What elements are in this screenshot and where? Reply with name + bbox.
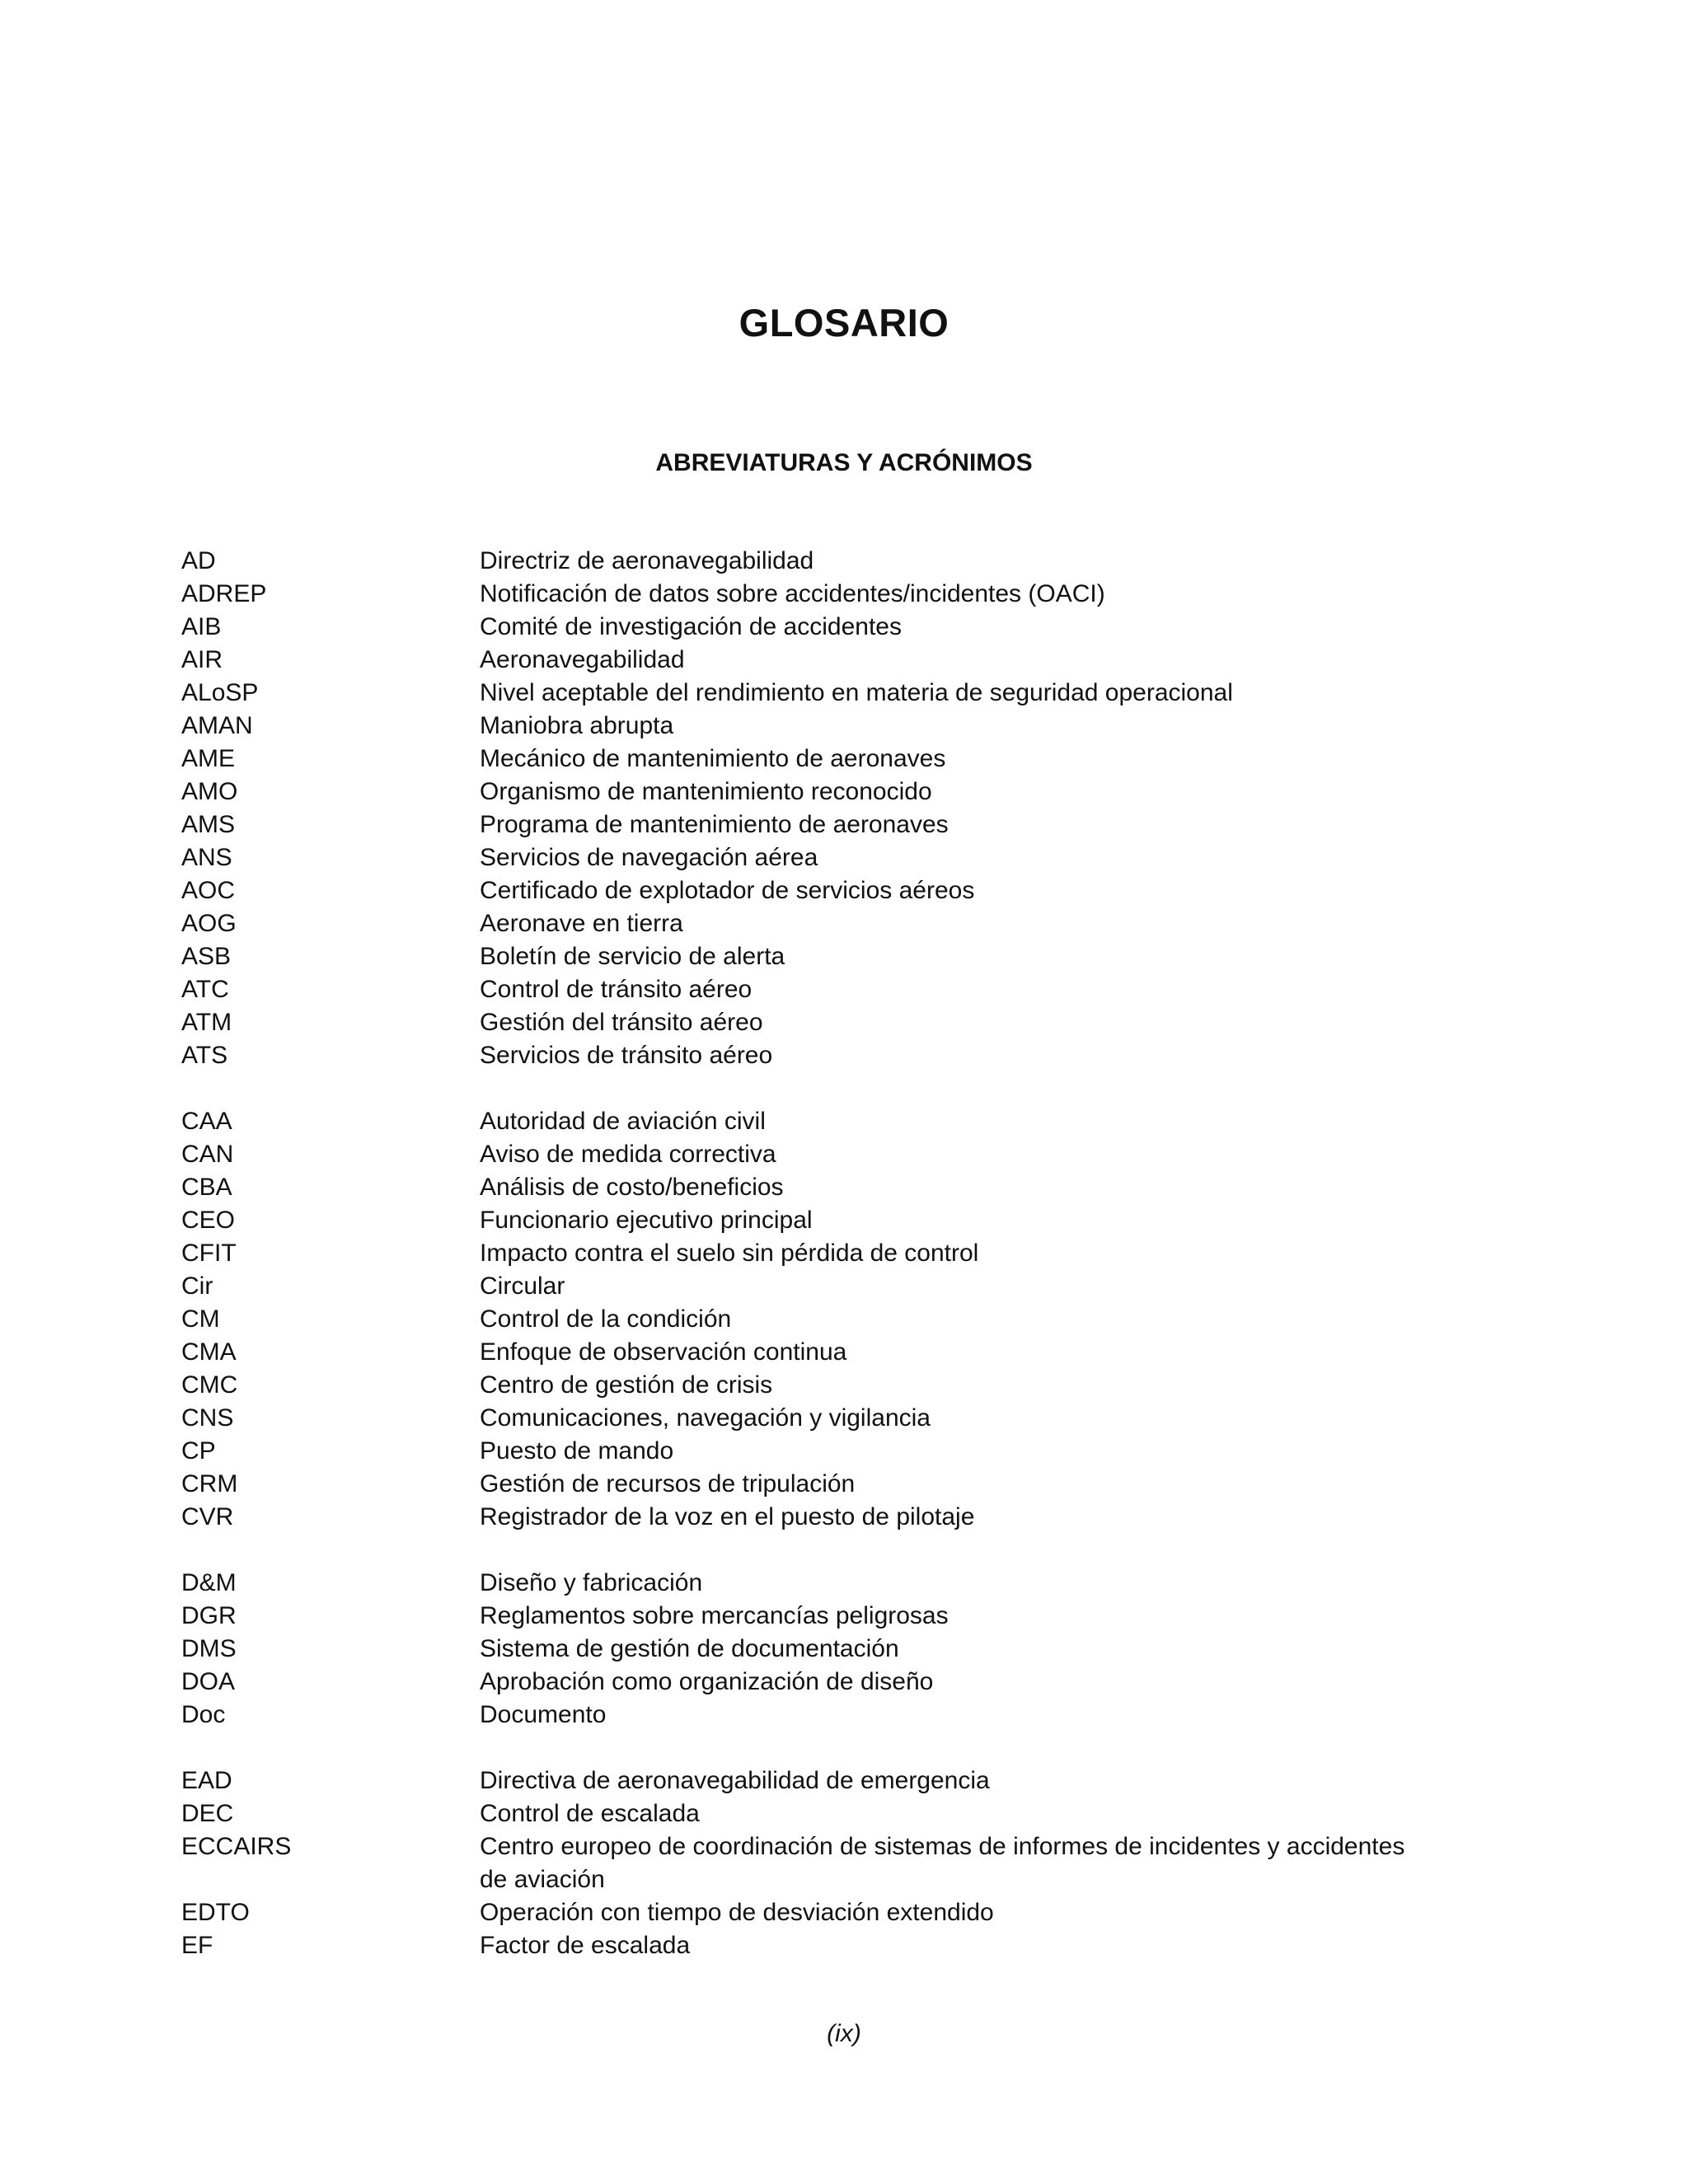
abbreviation: ATM — [181, 1009, 232, 1036]
definition: Control de tránsito aéreo — [480, 976, 753, 1003]
glossary-entry — [181, 1039, 1418, 1072]
abbreviation: CM — [181, 1305, 220, 1333]
glossary-entry — [181, 973, 1418, 1006]
abbreviation: ADREP — [181, 580, 267, 607]
abbreviation: CMA — [181, 1338, 237, 1366]
definition: Directriz de aeronavegabilidad — [480, 547, 814, 574]
glossary-entry — [181, 1336, 1418, 1369]
glossary-entry — [181, 1600, 1418, 1633]
glossary-entry — [181, 1666, 1418, 1699]
glossary-group — [181, 1105, 1418, 1534]
abbreviation: ATS — [181, 1042, 228, 1069]
abbreviation: AME — [181, 745, 236, 772]
glossary-entry — [181, 1303, 1418, 1336]
definition: Diseño y fabricación — [480, 1569, 703, 1596]
definition: Centro de gestión de crisis — [480, 1371, 773, 1399]
definition: Documento — [480, 1701, 607, 1728]
abbreviation: ATC — [181, 976, 229, 1003]
abbreviation: CMC — [181, 1371, 238, 1399]
definition: Control de la condición — [480, 1305, 732, 1333]
abbreviation: AD — [181, 547, 216, 574]
glossary-entry — [181, 1369, 1418, 1402]
definition: Certificado de explotador de servicios aéreos — [480, 877, 975, 904]
abbreviation: ECCAIRS — [181, 1833, 292, 1860]
glossary-group — [181, 1765, 1418, 1962]
abbreviation: AOG — [181, 910, 237, 937]
definition: Factor de escalada — [480, 1932, 691, 1959]
glossary-entry — [181, 1830, 1418, 1896]
abbreviation: AMAN — [181, 712, 253, 739]
definition: Aviso de medida correctiva — [480, 1141, 776, 1168]
abbreviation: ALoSP — [181, 679, 259, 706]
glossary-entry — [181, 1105, 1418, 1138]
glossary-entry — [181, 874, 1418, 907]
abbreviation: CVR — [181, 1503, 234, 1530]
definition: Control de escalada — [480, 1800, 700, 1827]
glossary-entry — [181, 1567, 1418, 1600]
glossary-entry — [181, 743, 1418, 776]
definition: Aeronave en tierra — [480, 910, 683, 937]
abbreviation: Doc — [181, 1701, 226, 1728]
glossary-entry — [181, 841, 1418, 874]
definition: Aeronavegabilidad — [480, 646, 685, 673]
glossary-entry — [181, 1237, 1418, 1270]
definition: Centro europeo de coordinación de sistemas de informes de incidentes y accidentes de aviación — [480, 1833, 1405, 1893]
abbreviation: DMS — [181, 1635, 237, 1662]
definition: Puesto de mando — [480, 1437, 674, 1465]
glossary-entry — [181, 1699, 1418, 1732]
abbreviation: ANS — [181, 844, 232, 871]
glossary-entry — [181, 907, 1418, 940]
abbreviation: EF — [181, 1932, 213, 1959]
definition: Directiva de aeronavegabilidad de emergencia — [480, 1767, 990, 1794]
glossary-group — [181, 545, 1418, 1072]
definition: Autoridad de aviación civil — [480, 1108, 766, 1135]
definition: Programa de mantenimiento de aeronaves — [480, 811, 949, 838]
glossary-entry — [181, 1468, 1418, 1501]
abbreviation: DGR — [181, 1602, 237, 1629]
definition: Enfoque de observación continua — [480, 1338, 847, 1366]
definition: Notificación de datos sobre accidentes/incidentes (OACI) — [480, 580, 1105, 607]
glossary-entry — [181, 940, 1418, 973]
abbreviation: ASB — [181, 943, 232, 970]
definition: Circular — [480, 1272, 565, 1300]
glossary-entry — [181, 611, 1418, 644]
abbreviation: CNS — [181, 1404, 234, 1432]
definition: Mecánico de mantenimiento de aeronaves — [480, 745, 946, 772]
abbreviation: D&M — [181, 1569, 237, 1596]
definition: Operación con tiempo de desviación extendido — [480, 1899, 994, 1926]
glossary-entry — [181, 1402, 1418, 1435]
abbreviation: CFIT — [181, 1240, 237, 1267]
section-title: ABREVIATURAS Y ACRÓNIMOS — [655, 449, 1033, 476]
abbreviation: DEC — [181, 1800, 234, 1827]
definition: Funcionario ejecutivo principal — [480, 1207, 813, 1234]
glossary-entry — [181, 808, 1418, 841]
abbreviation: CAN — [181, 1141, 234, 1168]
glossary-entry — [181, 545, 1418, 578]
abbreviation: CBA — [181, 1174, 232, 1201]
glossary-list — [181, 545, 1418, 1995]
glossary-entry — [181, 1765, 1418, 1797]
glossary-entry — [181, 578, 1418, 611]
definition: Organismo de mantenimiento reconocido — [480, 778, 932, 805]
abbreviation: AIR — [181, 646, 223, 673]
abbreviation: AMS — [181, 811, 236, 838]
definition: Impacto contra el suelo sin pérdida de control — [480, 1240, 979, 1267]
definition: Aprobación como organización de diseño — [480, 1668, 934, 1695]
page-title: GLOSARIO — [738, 301, 950, 344]
definition: Nivel aceptable del rendimiento en materia de seguridad operacional — [480, 679, 1233, 706]
abbreviation: CEO — [181, 1207, 236, 1234]
definition: Reglamentos sobre mercancías peligrosas — [480, 1602, 949, 1629]
abbreviation: CP — [181, 1437, 216, 1465]
abbreviation: AMO — [181, 778, 238, 805]
glossary-group — [181, 1567, 1418, 1732]
definition: Registrador de la voz en el puesto de pilotaje — [480, 1503, 975, 1530]
abbreviation: CAA — [181, 1108, 232, 1135]
definition: Sistema de gestión de documentación — [480, 1635, 899, 1662]
definition: Servicios de navegación aérea — [480, 844, 818, 871]
abbreviation: AIB — [181, 613, 222, 640]
glossary-entry — [181, 776, 1418, 808]
abbreviation: Cir — [181, 1272, 213, 1300]
glossary-entry — [181, 1501, 1418, 1534]
abbreviation: EDTO — [181, 1899, 250, 1926]
glossary-entry — [181, 1929, 1418, 1962]
definition: Boletín de servicio de alerta — [480, 943, 785, 970]
glossary-entry — [181, 710, 1418, 743]
definition: Análisis de costo/beneficios — [480, 1174, 784, 1201]
definition: Gestión del tránsito aéreo — [480, 1009, 763, 1036]
glossary-entry — [181, 1270, 1418, 1303]
glossary-entry — [181, 1138, 1418, 1171]
glossary-entry — [181, 1435, 1418, 1468]
glossary-entry — [181, 1171, 1418, 1204]
abbreviation: DOA — [181, 1668, 236, 1695]
definition: Comité de investigación de accidentes — [480, 613, 902, 640]
definition: Gestión de recursos de tripulación — [480, 1470, 856, 1497]
definition: Comunicaciones, navegación y vigilancia — [480, 1404, 931, 1432]
glossary-entry — [181, 1896, 1418, 1929]
abbreviation: EAD — [181, 1767, 232, 1794]
page-number: (ix) — [827, 2020, 861, 2047]
glossary-entry — [181, 1006, 1418, 1039]
abbreviation: CRM — [181, 1470, 238, 1497]
definition: Maniobra abrupta — [480, 712, 674, 739]
abbreviation: AOC — [181, 877, 236, 904]
glossary-entry — [181, 677, 1418, 710]
definition: Servicios de tránsito aéreo — [480, 1042, 773, 1069]
glossary-entry — [181, 1633, 1418, 1666]
glossary-entry — [181, 1797, 1418, 1830]
glossary-entry — [181, 1204, 1418, 1237]
glossary-entry — [181, 644, 1418, 677]
